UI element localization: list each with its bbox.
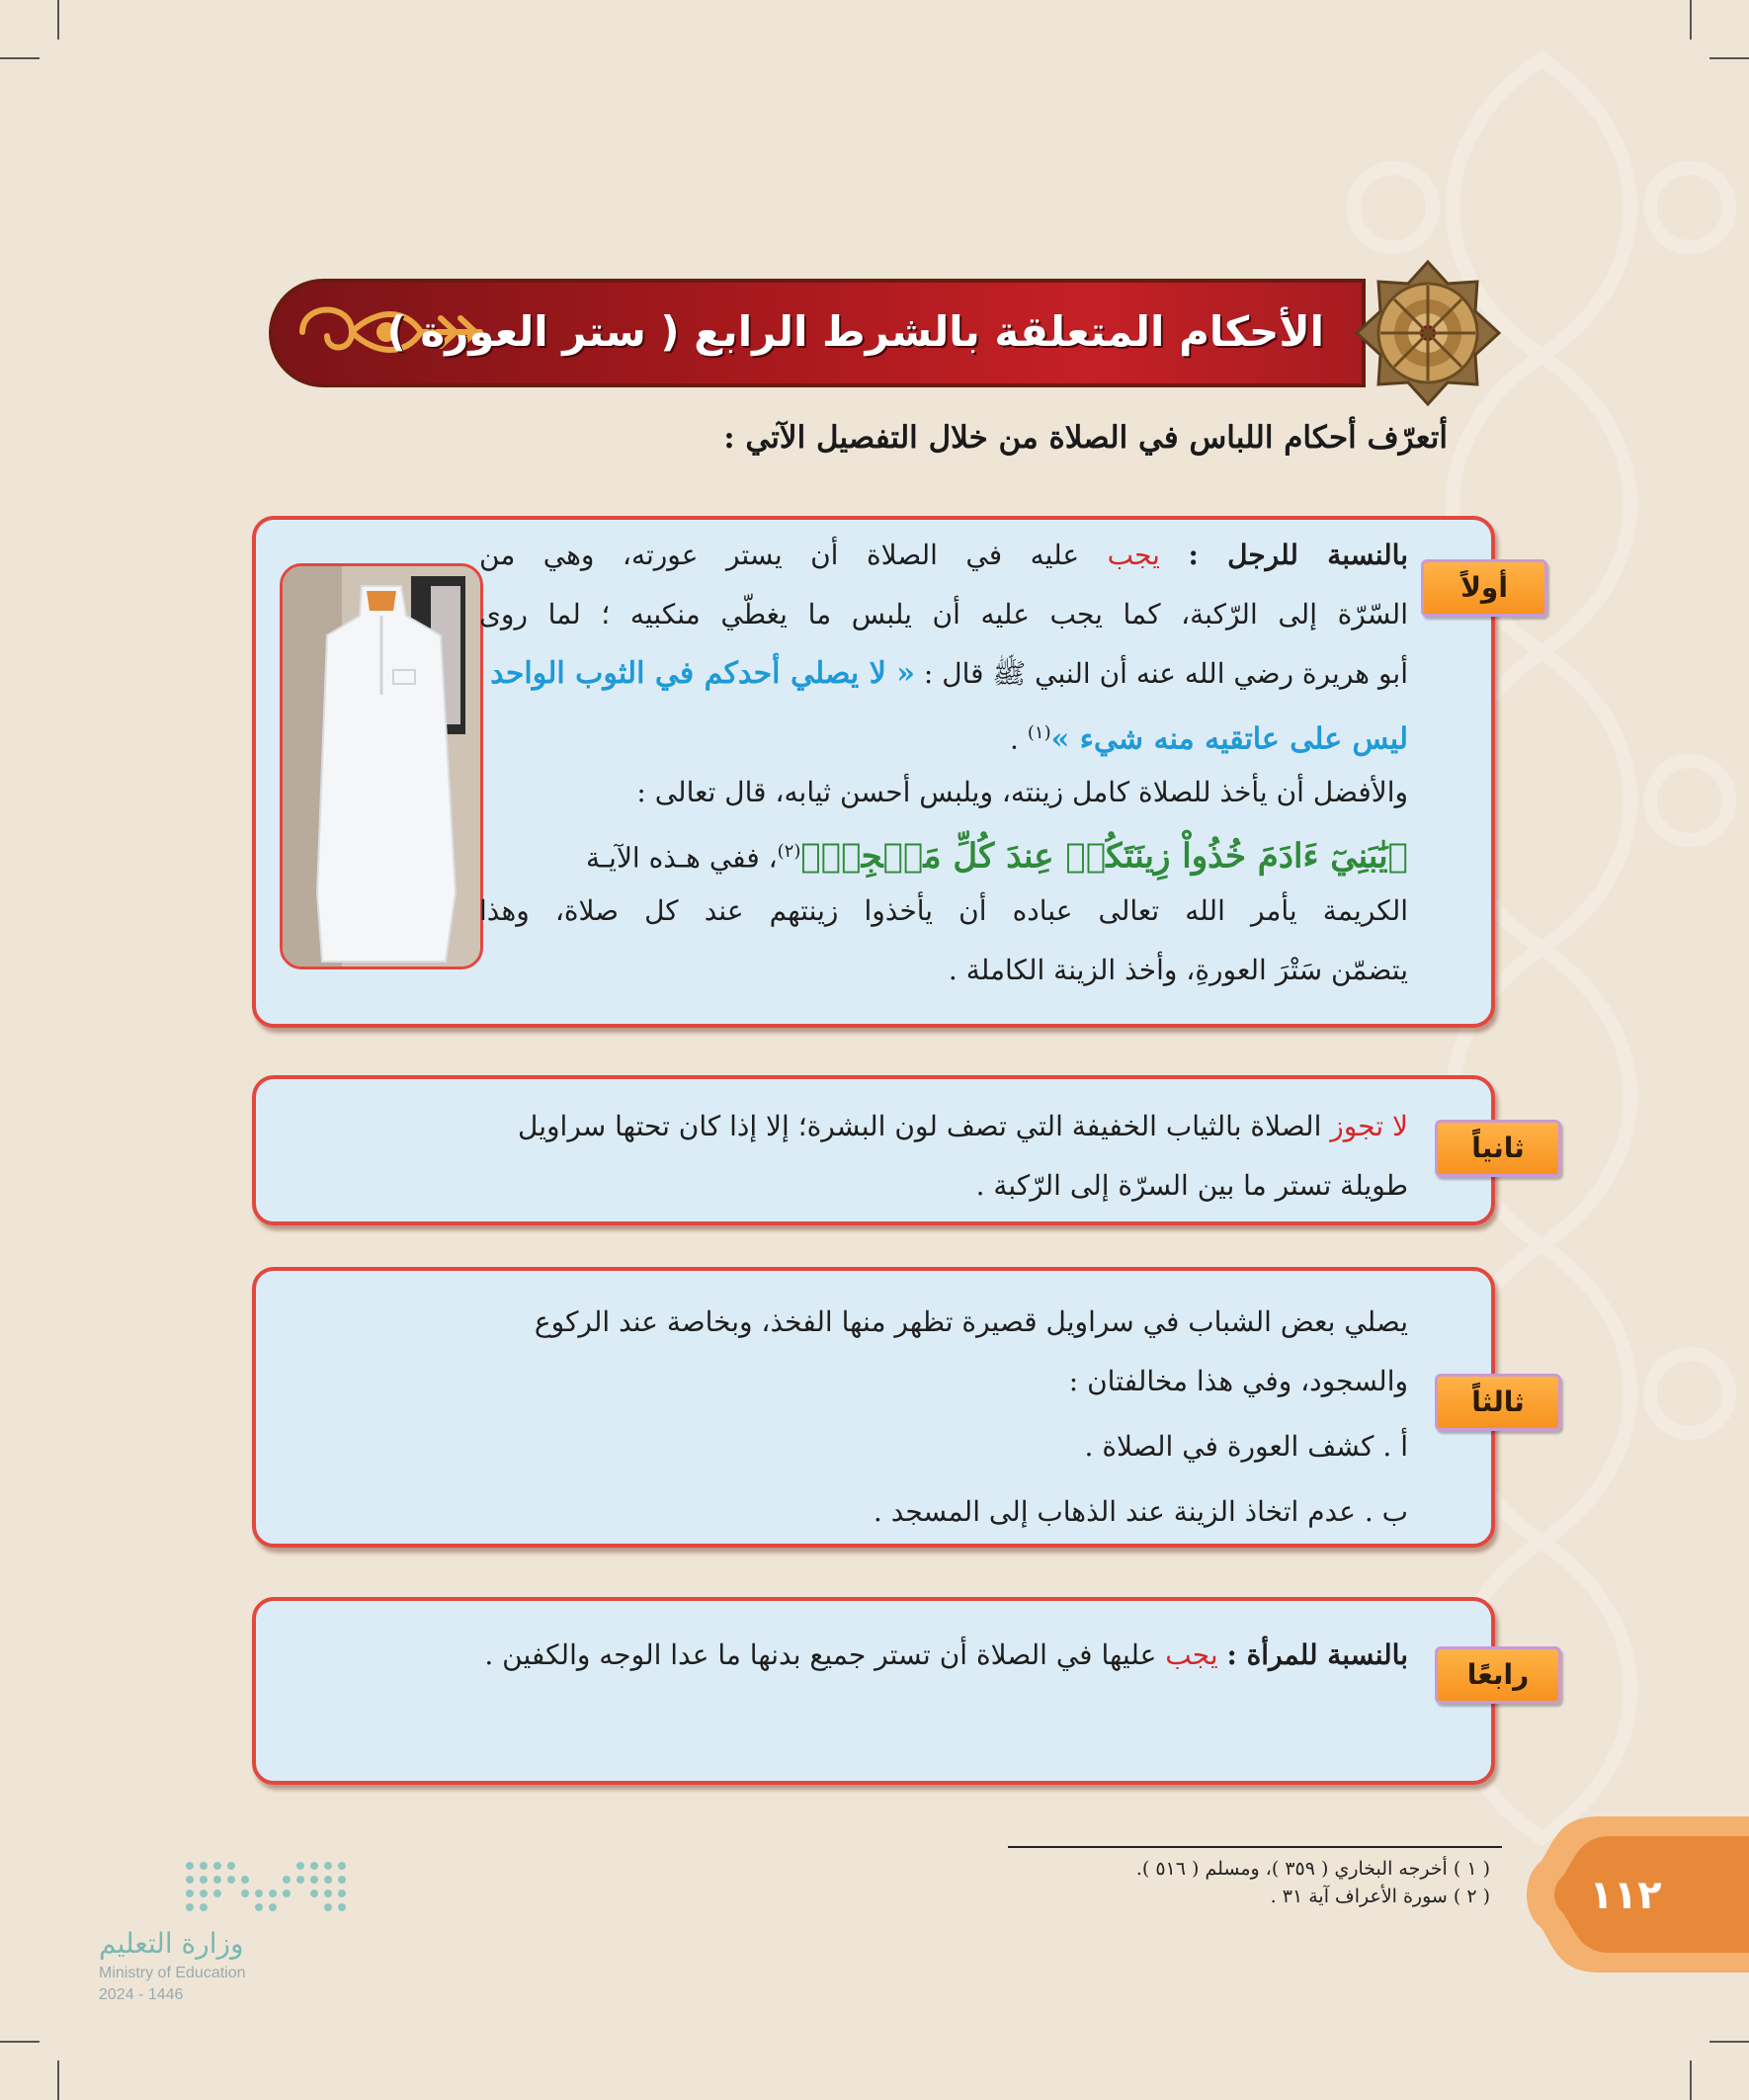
- first-line-6-rest: ، ففي هـذه الآيـة: [585, 841, 778, 875]
- thobe-illustration-icon: [283, 566, 480, 966]
- footnote-1: ( ١ ) أخرجه البخاري ( ٣٥٩ )، ومسلم ( ٥١٦ ).: [1135, 1858, 1490, 1880]
- tab-first: أولاً: [1421, 559, 1547, 617]
- ministry-name-english: Ministry of Education: [99, 1965, 246, 1981]
- first-line-4: ليس على عاتقيه منه شيء »$^{(١)}$ .: [1010, 721, 1408, 757]
- second-line-1: [331, 1097, 1408, 1156]
- first-line-5: والأفضل أن يأخذ للصلاة كامل زينته، ويلبس أحسن ثيابه، قال تعالى :: [636, 776, 1408, 808]
- quran-verse: ﴿يَٰبَنِيٓ ءَادَمَ خُذُواْ زِينَتَكُمۡ عِندَ كُلِّ مَسۡجِدٖ﴾: [800, 836, 1408, 877]
- first-line-2: السّرّة إلى الرّكبة، كما يجب عليه أن يلبس ما يغطّي منكبيه ؛ لما روى: [479, 598, 1408, 630]
- page-title: الأحكام المتعلقة بالشرط الرابع ( ستر العورة ): [386, 307, 1324, 356]
- crop-mark: [57, 2060, 59, 2100]
- footnote-2: ( ٢ ) سورة الأعراف آية ٣١ .: [1270, 1886, 1490, 1907]
- men-lead: بالنسبة للرجل :: [1188, 539, 1408, 571]
- hadith-part-1: « لا يصلي أحدكم في الثوب الواحد: [490, 656, 916, 691]
- intro-text: أتعرّف أحكام اللباس في الصلاة من خلال التفصيل الآتي :: [723, 420, 1448, 456]
- fourth-line-1: [331, 1626, 1408, 1685]
- section-third-text: [331, 1293, 1408, 1542]
- ministry-name-arabic: وزارة التعليم: [99, 1927, 244, 1960]
- tab-fourth: رابعًا: [1435, 1646, 1561, 1704]
- section-fourth-text: [331, 1626, 1408, 1685]
- first-line-7: الكريمة يأمر الله تعالى عباده أن يأخذوا زينتهم عند كل صلاة، وهذا: [479, 894, 1408, 927]
- section-first-text: [479, 526, 1408, 1000]
- crop-mark: [0, 2041, 40, 2043]
- must-word-women: يجب: [1165, 1638, 1218, 1671]
- tab-third: ثالثاً: [1435, 1374, 1561, 1431]
- crop-mark: [0, 57, 40, 59]
- footnote-divider: [1008, 1846, 1502, 1848]
- hadith-part-2: ليس على عاتقيه منه شيء »: [1050, 721, 1408, 757]
- section-second-text: [331, 1097, 1408, 1216]
- women-lead: بالنسبة للمرأة :: [1226, 1638, 1408, 1671]
- page-number: ١١٢: [1589, 1873, 1662, 1918]
- medallion-icon: [1354, 259, 1502, 407]
- crop-mark: [57, 0, 59, 40]
- third-line-2: والسجود، وفي هذا مخالفتان :: [1068, 1365, 1408, 1397]
- first-line-8: يتضمّن سَتْرَ العورةِ، وأخذ الزينة الكاملة .: [948, 954, 1408, 986]
- ministry-logo-icon: [180, 1858, 353, 1915]
- fourth-line-1-rest: عليها في الصلاة أن تستر جميع بدنها ما عدا الوجه والكفين .: [484, 1638, 1157, 1671]
- third-line-1: يصلي بعض الشباب في سراويل قصيرة تظهر منها الفخذ، وبخاصة عند الركوع: [534, 1305, 1408, 1338]
- second-line-1-rest: الصلاة بالثياب الخفيفة التي تصف لون البشرة؛ إلا إذا كان تحتها سراويل: [518, 1110, 1322, 1142]
- must-word: يجب: [1107, 539, 1160, 571]
- first-line-6: [479, 822, 1408, 882]
- third-item-a: أ . كشف العورة في الصلاة .: [1084, 1430, 1408, 1463]
- not-allowed-word: لا تجوز: [1330, 1110, 1408, 1142]
- footnote-ref-2: (٢): [777, 841, 801, 862]
- first-line-3: [479, 644, 1408, 704]
- second-line-2: طويلة تستر ما بين السرّة إلى الرّكبة .: [975, 1169, 1408, 1202]
- first-line-1: [479, 526, 1408, 585]
- footnote-ref-1: (١): [1027, 722, 1051, 743]
- tab-second: ثانياً: [1435, 1120, 1561, 1177]
- narrator-text: أبو هريرة رضي الله عنه أن النبي ﷺ قال :: [923, 657, 1408, 690]
- edition-year: 2024 - 1446: [99, 1986, 184, 2003]
- third-item-b: ب . عدم اتخاذ الزينة عند الذهاب إلى المسجد .: [873, 1495, 1408, 1528]
- thobe-photo: [280, 563, 483, 969]
- first-line-1-rest: عليه في الصلاة أن يستر عورته، وهي من: [479, 539, 1080, 571]
